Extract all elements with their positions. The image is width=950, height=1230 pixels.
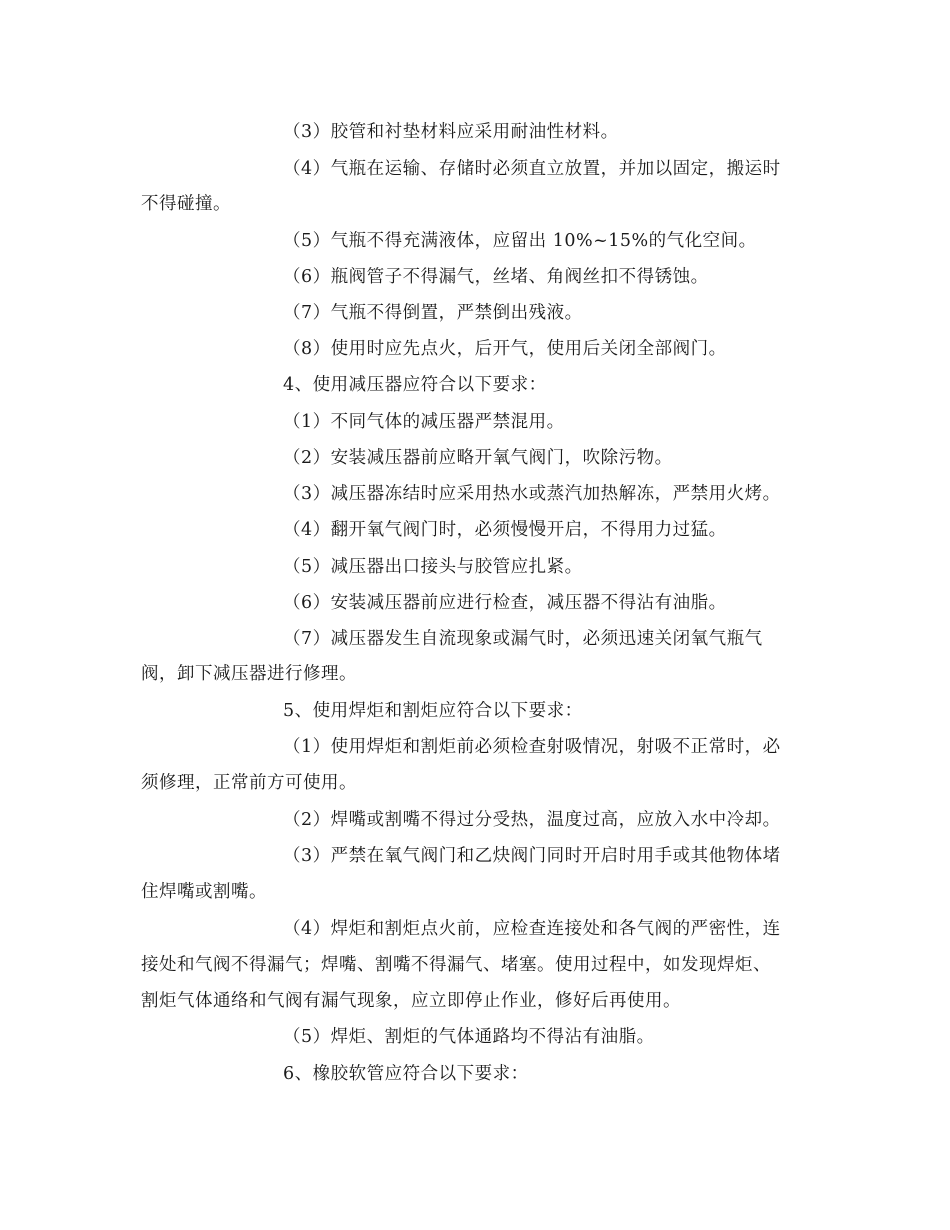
text-line: （6）瓶阀管子不得漏气，丝堵、角阀丝扣不得锈蚀。 — [283, 267, 709, 287]
text-line: （6）安装减压器前应进行检查，减压器不得沾有油脂。 — [283, 593, 727, 613]
section-heading: 6、橡胶软管应符合以下要求： — [283, 1064, 529, 1084]
text-line: （8）使用时应先点火，后开气，使用后关闭全部阀门。 — [283, 339, 727, 359]
section-heading: 5、使用焊炬和割炬应符合以下要求： — [283, 701, 583, 721]
section-heading: 4、使用减压器应符合以下要求： — [283, 375, 547, 395]
text-line: （3）减压器冻结时应采用热水或蒸汽加热解冻，严禁用火烤。 — [283, 484, 781, 504]
text-line: （2）焊嘴或割嘴不得过分受热，温度过高，应放入水中冷却。 — [283, 810, 781, 830]
text-line: 须修理，正常前方可使用。 — [141, 773, 357, 793]
text-line: 割炬气体通络和气阀有漏气现象，应立即停止作业，修好后再使用。 — [141, 991, 681, 1011]
text-line: （3）严禁在氧气阀门和乙炔阀门同时开启时用手或其他物体堵 — [283, 846, 781, 866]
text-line: （3）胶管和衬垫材料应采用耐油性材料。 — [283, 122, 619, 142]
text-line: （1）不同气体的减压器严禁混用。 — [283, 412, 565, 432]
text-line: 接处和气阀不得漏气；焊嘴、割嘴不得漏气、堵塞。使用过程中，如发现焊炬、 — [141, 955, 771, 975]
text-line: 不得碰撞。 — [141, 194, 231, 214]
text-line: （1）使用焊炬和割炬前必须检查射吸情况，射吸不正常时，必 — [283, 737, 781, 757]
text-line: （7）气瓶不得倒置，严禁倒出残液。 — [283, 303, 583, 323]
text-line: （4）焊炬和割炬点火前，应检查连接处和各气阀的严密性，连 — [283, 919, 781, 939]
text-line: （4）气瓶在运输、存储时必须直立放置，并加以固定，搬运时 — [283, 159, 781, 179]
text-line: （7）减压器发生自流现象或漏气时，必须迅速关闭氧气瓶气 — [283, 629, 763, 649]
text-line: 阀，卸下减压器进行修理。 — [141, 664, 357, 684]
text-line: （4）翻开氧气阀门时，必须慢慢开启，不得用力过猛。 — [283, 520, 727, 540]
text-line: （2）安装减压器前应略开氧气阀门，吹除污物。 — [283, 448, 673, 468]
text-line: 住焊嘴或割嘴。 — [141, 882, 267, 902]
text-line: （5）焊炬、割炬的气体通路均不得沾有油脂。 — [283, 1027, 655, 1047]
text-line: （5）气瓶不得充满液体，应留出 10%~15%的气化空间。 — [283, 231, 757, 251]
text-line: （5）减压器出口接头与胶管应扎紧。 — [283, 557, 583, 577]
